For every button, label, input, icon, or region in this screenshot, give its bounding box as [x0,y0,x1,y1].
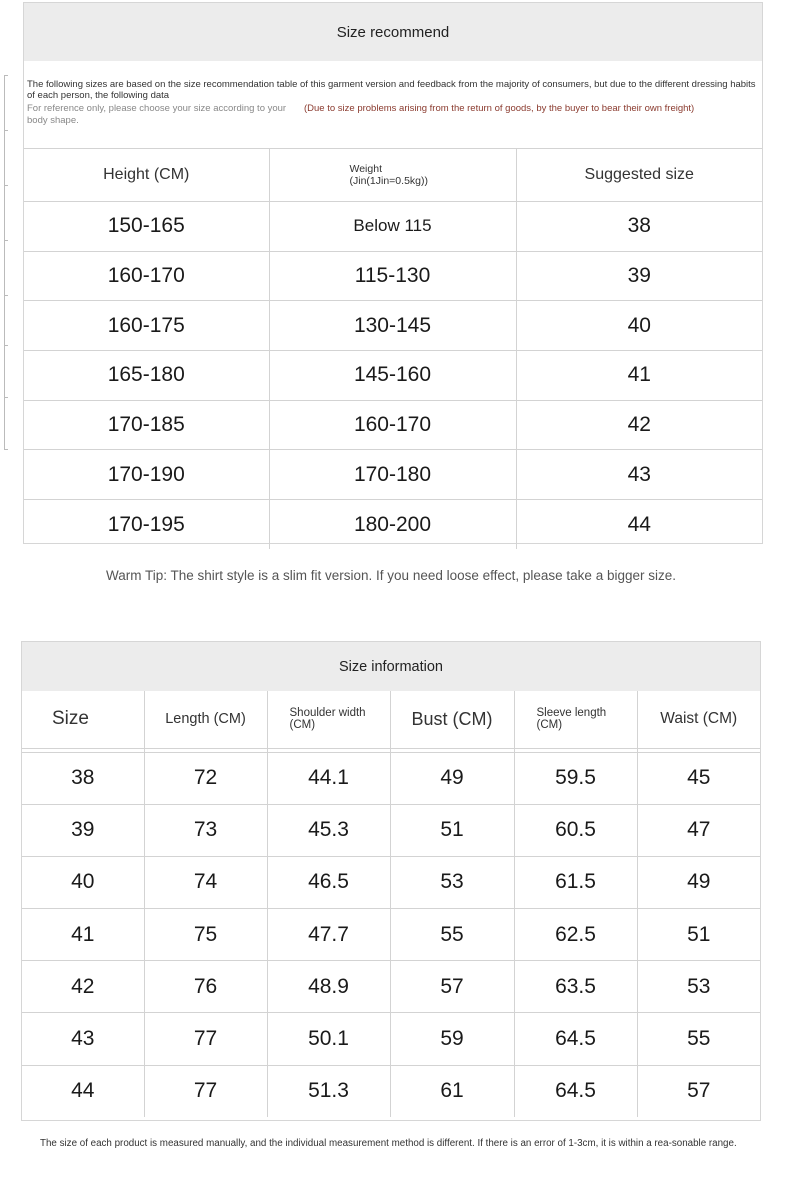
sleeve-cell: 64.5 [514,1013,637,1065]
height-cell: 160-170 [24,251,269,301]
bust-cell: 55 [390,909,514,961]
table-row [24,251,762,301]
size-cell: 41 [22,909,144,961]
bust-cell: 57 [390,961,514,1013]
suggested-size-cell: 43 [516,450,762,500]
size-recommend-table [24,148,762,549]
height-cell: 170-195 [24,500,269,550]
table-row [24,450,762,500]
sleeve-cell: 59.5 [514,752,637,804]
size-information-title: Size information [22,642,760,691]
waist-cell: 45 [637,752,760,804]
waist-cell: 49 [637,856,760,908]
size-cell: 40 [22,856,144,908]
shoulder-cell: 48.9 [267,961,390,1013]
bust-header: Bust (CM) [390,691,514,748]
shoulder-cell: 44.1 [267,752,390,804]
size-cell: 38 [22,752,144,804]
left-edge-ruler [4,75,5,450]
waist-cell: 57 [637,1065,760,1117]
size-recommend-title: Size recommend [24,3,762,61]
sleeve-cell: 63.5 [514,961,637,1013]
waist-cell: 55 [637,1013,760,1065]
height-cell: 170-190 [24,450,269,500]
weight-cell: 160-170 [269,400,516,450]
size-header: Size [52,708,89,730]
bust-cell: 61 [390,1065,514,1117]
height-cell: 160-175 [24,301,269,351]
weight-cell: 180-200 [269,500,516,550]
table-row [22,752,760,804]
shoulder-cell: 47.7 [267,909,390,961]
shoulder-width-header: Shoulder width (CM) [267,691,390,748]
waist-cell: 47 [637,804,760,856]
shoulder-cell: 50.1 [267,1013,390,1065]
height-cell: 170-185 [24,400,269,450]
weight-cell: 115-130 [269,251,516,301]
length-header: Length (CM) [144,691,267,748]
height-cell: 150-165 [24,202,269,252]
table-header-row [24,149,762,202]
height-cell: 165-180 [24,351,269,401]
table-row [24,500,762,550]
size-cell: 39 [22,804,144,856]
table-header-row [22,691,760,748]
waist-header: Waist (CM) [637,691,760,748]
waist-cell: 53 [637,961,760,1013]
sleeve-length-header: Sleeve length (CM) [514,691,637,748]
bust-cell: 53 [390,856,514,908]
sleeve-cell: 61.5 [514,856,637,908]
recommend-note: The following sizes are based on the size recommendation table of this garment version and feedback from the majority of consumers, but due to the different dressing habits of each person, the following data [27,79,756,101]
suggested-size-cell: 40 [516,301,762,351]
suggested-size-cell: 42 [516,400,762,450]
length-cell: 75 [144,909,267,961]
table-row [24,301,762,351]
length-cell: 77 [144,1013,267,1065]
sleeve-cell: 60.5 [514,804,637,856]
bust-cell: 49 [390,752,514,804]
weight-cell: 170-180 [269,450,516,500]
shoulder-cell: 51.3 [267,1065,390,1117]
size-cell: 42 [22,961,144,1013]
warm-tip: Warm Tip: The shirt style is a slim fit version. If you need loose effect, please take a bigger size. [105,568,676,583]
weight-cell: Below 115 [269,202,516,252]
suggested-size-header: Suggested size [516,149,762,202]
sleeve-cell: 64.5 [514,1065,637,1117]
table-row [22,804,760,856]
sleeve-cell: 62.5 [514,909,637,961]
table-row [24,400,762,450]
suggested-size-cell: 39 [516,251,762,301]
reference-note: For reference only, please choose your size according to your body shape. [27,103,287,126]
return-freight-note: (Due to size problems arising from the return of goods, by the buyer to bear their own freight) [304,103,695,114]
length-cell: 77 [144,1065,267,1117]
table-row [22,961,760,1013]
weight-cell: 145-160 [269,351,516,401]
size-recommend-section [23,2,763,544]
length-cell: 74 [144,856,267,908]
table-row [24,351,762,401]
shoulder-cell: 46.5 [267,856,390,908]
size-information-table [22,691,760,1117]
suggested-size-cell: 38 [516,202,762,252]
table-row [22,909,760,961]
bust-cell: 59 [390,1013,514,1065]
weight-cell: 130-145 [269,301,516,351]
height-header: Height (CM) [24,149,269,202]
suggested-size-cell: 44 [516,500,762,550]
table-row [22,856,760,908]
shoulder-cell: 45.3 [267,804,390,856]
size-cell: 44 [22,1065,144,1117]
length-cell: 72 [144,752,267,804]
size-information-section [21,641,761,1121]
measurement-disclaimer: The size of each product is measured manually, and the individual measurement method is different. If there is an error of 1-3cm, it is within a rea-sonable range. [40,1138,737,1149]
waist-cell: 51 [637,909,760,961]
weight-header: Weight (Jin(1Jin=0.5kg)) [269,149,516,202]
size-cell: 43 [22,1013,144,1065]
suggested-size-cell: 41 [516,351,762,401]
table-row [22,1065,760,1117]
length-cell: 73 [144,804,267,856]
table-row [24,202,762,252]
length-cell: 76 [144,961,267,1013]
table-row [22,1013,760,1065]
bust-cell: 51 [390,804,514,856]
